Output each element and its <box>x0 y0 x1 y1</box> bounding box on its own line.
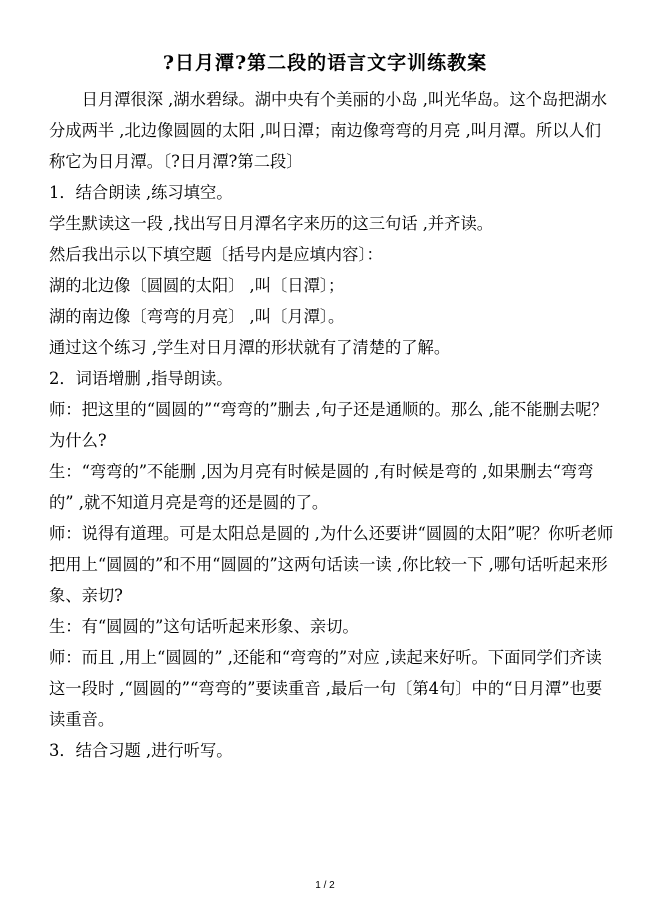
paragraph: 学生默读这一段 ,找出写日月潭名字来历的这三句话 ,并齐读。 <box>49 214 494 233</box>
paragraph-step-1: 1．结合朗读 ,练习填空。 <box>49 183 233 202</box>
paragraph-dialogue: 生：“弯弯的”不能删 ,因为月亮有时候是圆的 ,有时候是弯的 ,如果删去“弯弯的” ,就不知道月亮是弯的还是圆的了。 <box>49 462 594 512</box>
paragraph-dialogue: 师：说得有道理。可是太阳总是圆的 ,为什么还要讲“圆圆的太阳”呢？你听老师把用上“圆圆的”和不用“圆圆的”这两句话读一读 ,你比较一下 ,哪句话听起来形象、亲切? <box>49 524 614 605</box>
document-title: ?日月潭?第二段的语言文字训练教案 <box>162 52 488 74</box>
paragraph-dialogue: 生：有“圆圆的”这句话听起来形象、亲切。 <box>49 617 359 636</box>
paragraph-intro: 日月潭很深 ,湖水碧绿。湖中央有个美丽的小岛 ,叫光华岛。这个岛把湖水分成两半 ,北边像圆圆的太阳 ,叫日潭；南边像弯弯的月亮 ,叫月潭。所以人们称它为日月潭。〔?日月潭?第二段〕 <box>49 90 608 171</box>
page-number: 1 / 2 <box>315 880 335 891</box>
paragraph-dialogue: 师：而且 ,用上“圆圆的” ,还能和“弯弯的”对应 ,读起来好听。下面同学们齐读这一段时 ,“圆圆的”“弯弯的”要读重音 ,最后一句〔第4句〕中的“日月潭”也要读重音。 <box>49 648 603 729</box>
paragraph-step-3: 3．结合习题 ,进行听写。 <box>49 741 233 760</box>
paragraph-dialogue: 师：把这里的“圆圆的”“弯弯的”删去 ,句子还是通顺的。那么 ,能不能删去呢？为什么? <box>49 400 608 450</box>
document-body <box>49 84 614 766</box>
paragraph-fill-blank: 湖的北边像〔圆圆的太阳〕 ,叫〔日潭〕； <box>49 276 345 295</box>
paragraph: 通过这个练习 ,学生对日月潭的形状就有了清楚的了解。 <box>49 338 451 357</box>
paragraph-fill-blank: 湖的南边像〔弯弯的月亮〕 ,叫〔月潭〕。 <box>49 307 345 326</box>
paragraph: 然后我出示以下填空题〔括号内是应填内容〕： <box>49 245 383 264</box>
paragraph-step-2: 2．词语增删 ,指导朗读。 <box>49 369 233 388</box>
